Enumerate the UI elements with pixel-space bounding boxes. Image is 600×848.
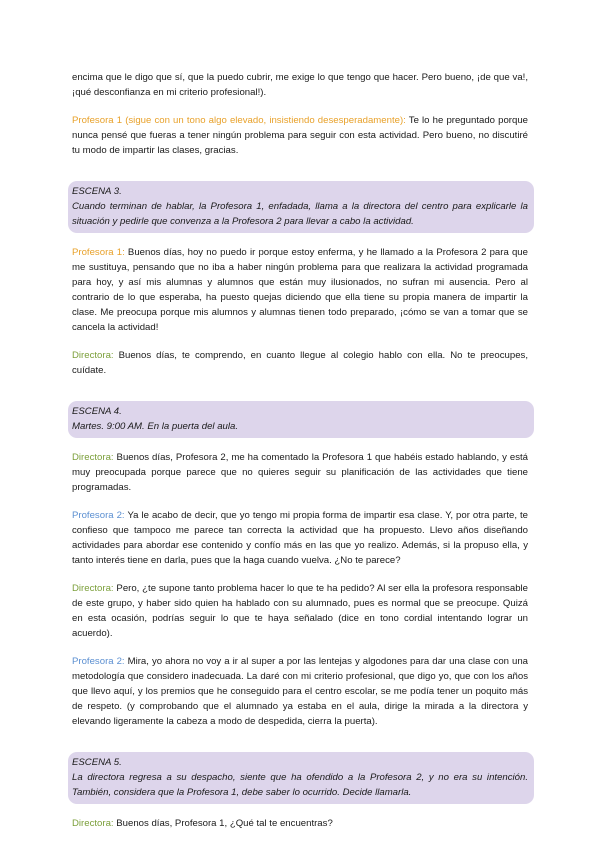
script-content [72,70,528,844]
speaker-label: Profesora 1: [72,247,125,258]
scene-description: Martes. 9:00 AM. En la puerta del aula. [72,421,239,432]
dialogue-paragraph [72,581,528,641]
speaker-label: Directora: [72,583,114,594]
dialogue-text: Buenos días, hoy no puedo ir porque estoy enferma, y he llamado a la Profesora 2 para que me sustituya, pensando que no iba a haber ningún problema para que realizara la actividad programada para hoy, y así mis alumnas y alumnos que están muy ilusionados, no sufran mi ausencia. Pero al contrario de lo que esperaba, ha puesto quejas diciendo que ella tiene su propia manera de impartir la clase. Me preocupa porque mis alumnos y alumnas tienen todo preparado, ¡cómo se van a tomar que se cancela la actividad! [72,247,528,333]
dialogue-paragraph [72,113,528,158]
dialogue-text: Pero, ¿te supone tanto problema hacer lo que te ha pedido? Al ser ella la profesora responsable de este grupo, y haber sido quien ha hablado con su alumnado, pues es normal que se preocupe. Quizá en esta ocasión, podrías seguir lo que te haya señalado (dice en tono cordial intentando lograr un acuerdo). [72,583,528,639]
scene-title: ESCENA 3. [72,186,122,197]
dialogue-paragraph [72,508,528,568]
dialogue-paragraph [72,348,528,378]
scene-description: La directora regresa a su despacho, siente que ha ofendido a la Profesora 2, y no era su intención. También, considera que la Profesora 1, debe saber lo ocurrido. Decide llamarla. [72,772,528,798]
speaker-label: Directora: [72,818,114,829]
speaker-label: Profesora 1 (sigue con un tono algo elevado, insistiendo desesperadamente): [72,115,406,126]
dialogue-text: Mira, yo ahora no voy a ir al super a por las lentejas y algodones para dar una clase con una metodología que considero inadecuada. La daré con mi criterio profesional, que digo yo, que con los años que llevo aquí, y los premios que he conseguido para el centro escolar, se me podía tener un poquito más de respeto. (y comprobando que el alumnado ya estaba en el aula, dirige la mirada a la directora y elevando ligeramente la cabeza a modo de despedida, cierra la puerta). [72,656,528,727]
speaker-label: Directora: [72,350,114,361]
dialogue-text: Ya le acabo de decir, que yo tengo mi propia forma de impartir esa clase. Y, por otra parte, te confieso que tampoco me parece tan correcta la actividad que ha propuesto. Llevo años diseñando actividades para abordar ese contenido y confío más en las que yo realizo. Además, si la propuso ella, y tanto interés tiene en darla, pues que la haga cuando vuelva. ¿No te parece? [72,510,529,566]
scene-title: ESCENA 5. [72,757,122,768]
scene-box [68,752,534,804]
dialogue-text: Buenos días, Profesora 2, me ha comentado la Profesora 1 que habéis estado hablando, y está muy preocupada porque parece que no quieres seguir su planificación de las actividades que tiene programadas. [72,452,528,493]
scene-box [68,401,534,438]
scene-description: Cuando terminan de hablar, la Profesora 1, enfadada, llama a la directora del centro para explicarle la situación y pedirle que convenza a la Profesora 2 para llevar a cabo la actividad. [72,201,528,227]
speaker-label: Profesora 2: [72,510,125,521]
paragraph-text: encima que le digo que sí, que la puedo cubrir, me exige lo que tengo que hacer. Pero bueno, ¡de que va!, ¡qué desconfianza en mi criterio profesional!). [72,72,528,98]
dialogue-text: Buenos días, te comprendo, en cuanto llegue al colegio hablo con ella. No te preocupes, cuídate. [72,350,528,376]
dialogue-text: Te lo he preguntado porque nunca pensé que fueras a tener ningún problema para seguir con esta actividad. Pero bueno, no discutiré tu modo de impartir las clases, gracias. [72,115,528,156]
dialogue-paragraph [72,816,528,831]
dialogue-paragraph [72,654,528,729]
text-paragraph [72,70,528,100]
dialogue-paragraph [72,245,528,335]
speaker-label: Directora: [72,452,114,463]
dialogue-text: Buenos días, Profesora 1, ¿Qué tal te encuentras? [113,818,333,829]
scene-box [68,181,534,233]
scene-title: ESCENA 4. [72,406,122,417]
dialogue-paragraph [72,450,528,495]
speaker-label: Profesora 2: [72,656,125,667]
